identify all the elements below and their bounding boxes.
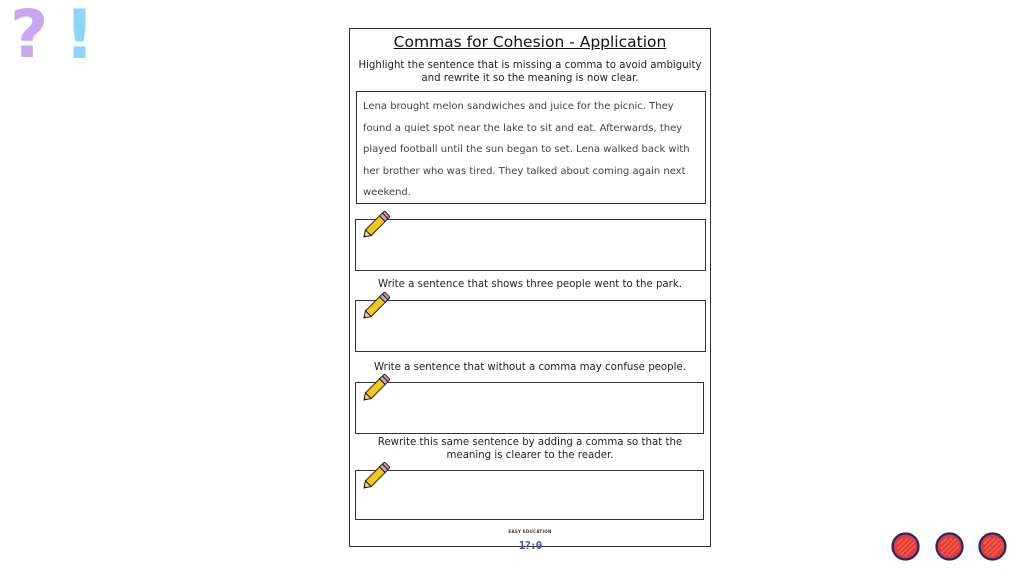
- pencil-icon: [359, 371, 393, 405]
- prompt-confuse: Write a sentence that without a comma may confuse people.: [374, 362, 686, 373]
- answer-box-4[interactable]: [355, 470, 704, 520]
- red-circle-icon: [934, 531, 965, 562]
- easy-education-logo: [350, 529, 710, 553]
- pencil-icon: [359, 289, 393, 323]
- story-line: Lena brought melon sandwiches and juice for the picnic. They: [363, 101, 674, 112]
- logo-mark: 1?:0: [518, 539, 542, 552]
- worksheet: [349, 28, 711, 552]
- answer-box-2[interactable]: [355, 300, 706, 352]
- nav-dot-2[interactable]: [934, 531, 965, 562]
- story-line: her brother who was tired. They talked about coming again next: [363, 165, 686, 177]
- story-text-box: [356, 91, 706, 204]
- prompt-rewrite: Rewrite this same sentence by adding a comma so that the meaning is clearer to the reader.: [377, 437, 683, 461]
- story-line: weekend.: [363, 187, 411, 198]
- answer-box-1[interactable]: [355, 219, 706, 271]
- prompt-three-people: Write a sentence that shows three people went to the park.: [378, 279, 682, 290]
- pencil-icon: [359, 208, 393, 242]
- pencil-icon: [359, 459, 393, 493]
- worksheet-title: Commas for Cohesion - Application: [393, 33, 667, 51]
- red-circle-icon: [977, 531, 1008, 562]
- story-line: found a quiet spot near the lake to sit and eat. Afterwards, they: [363, 122, 683, 134]
- logo-text: EASY EDUCATION: [508, 529, 552, 534]
- nav-dot-3[interactable]: [977, 531, 1008, 562]
- prompt-highlight: Highlight the sentence that is missing a comma to avoid ambiguity and rewrite it so the meaning is now clear.: [358, 60, 702, 84]
- question-mark-decoration: ?: [10, 0, 49, 73]
- story-line: played football until the sun began to set. Lena walked back with: [363, 144, 690, 155]
- nav-dot-1[interactable]: [890, 531, 921, 562]
- red-circle-icon: [890, 531, 921, 562]
- answer-box-3[interactable]: [355, 382, 704, 434]
- exclamation-mark-decoration: !: [64, 0, 96, 75]
